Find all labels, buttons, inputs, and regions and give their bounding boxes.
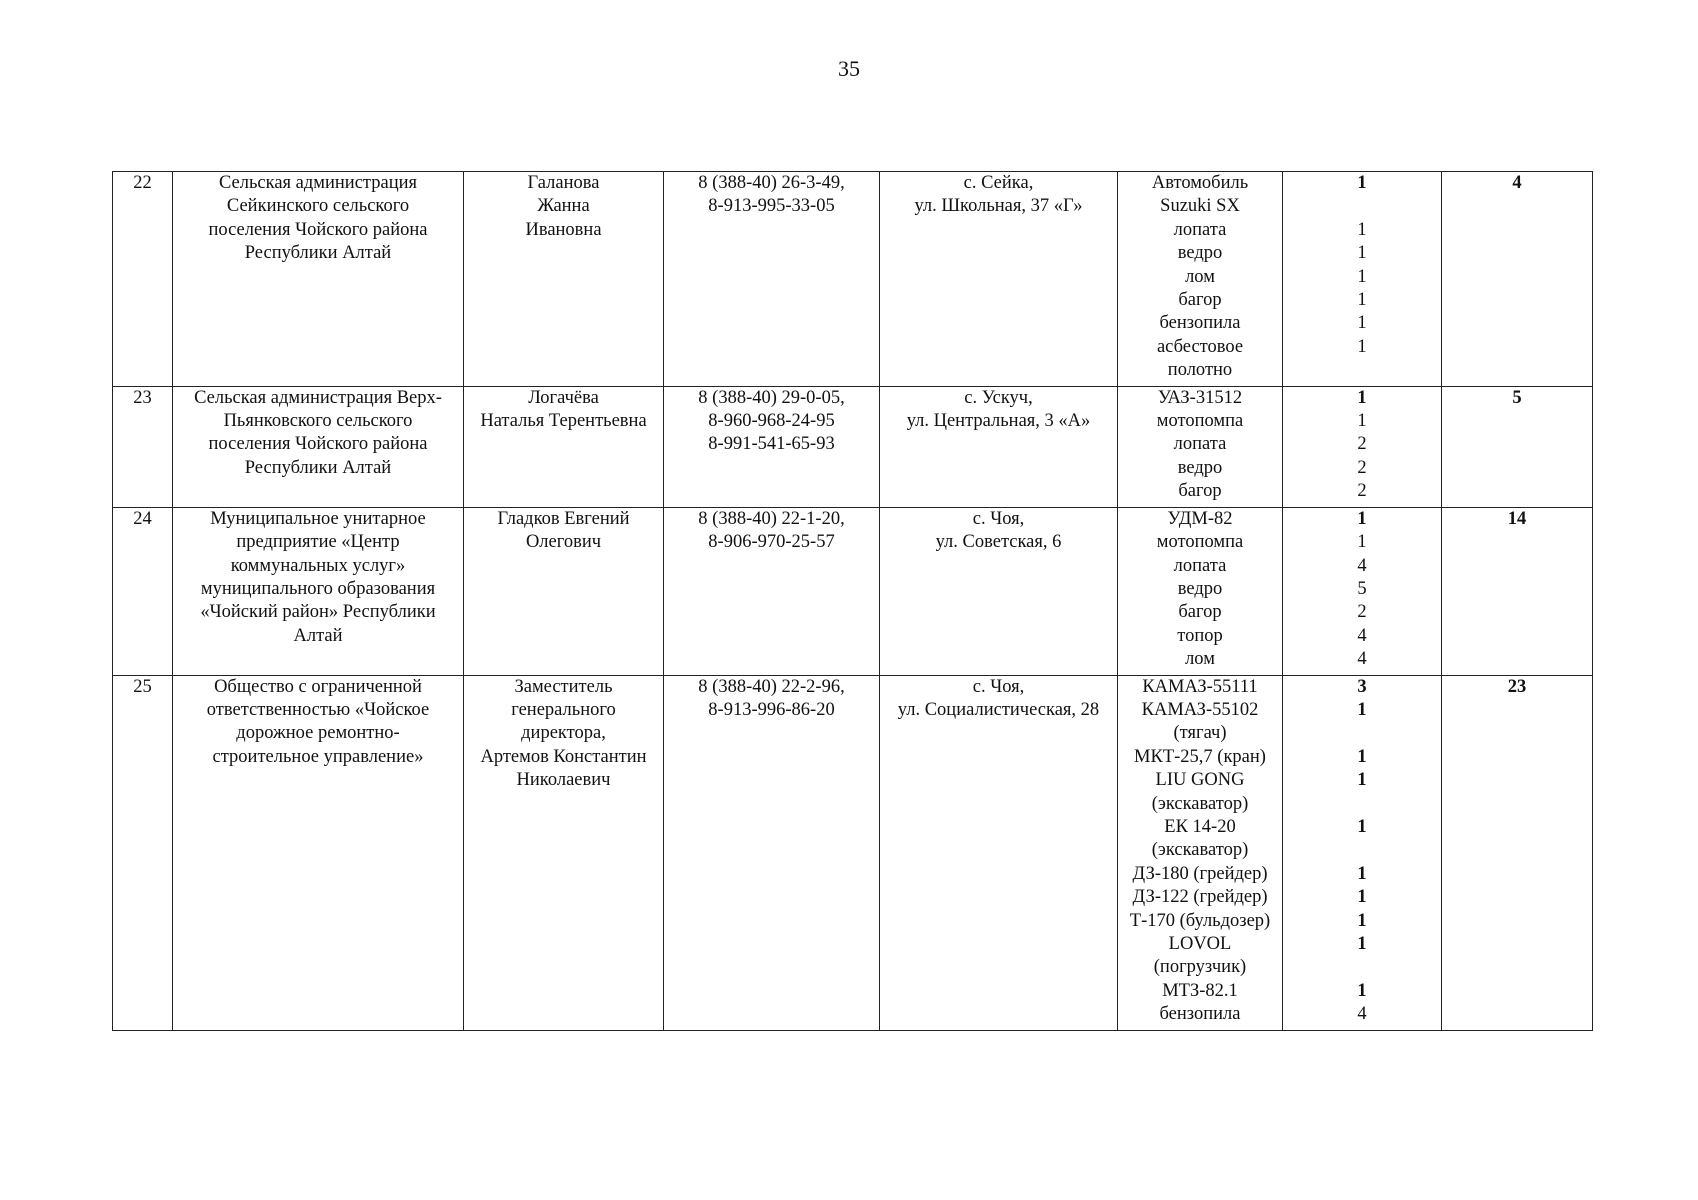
contact-person-cell: [464, 386, 664, 507]
equipment-name: УАЗ-31512: [1157, 387, 1243, 408]
equipment-name: (погрузчик): [1153, 957, 1247, 978]
equipment-name: багор: [1178, 481, 1222, 502]
quantity-spacer: [1287, 722, 1437, 745]
address-cell: [880, 675, 1118, 1030]
organization-line: предприятие «Центр: [236, 532, 400, 553]
contact-person-line: Галанова: [527, 173, 600, 193]
quantity-cell: [1283, 675, 1442, 1030]
organization-line: дорожное ремонтно-: [236, 723, 400, 744]
equipment-name: ДЗ-180 (грейдер): [1132, 863, 1268, 884]
equipment-name: ЕК 14-20: [1164, 816, 1236, 837]
table-row: [113, 675, 1593, 1030]
organization-line: Республики Алтай: [244, 457, 392, 478]
equipment-quantity: 1: [1357, 746, 1367, 767]
equipment-quantity: 1: [1357, 173, 1367, 193]
equipment-name: (экскаватор): [1151, 840, 1249, 861]
equipment-name: бензопила: [1159, 313, 1241, 334]
equipment-name: лом: [1185, 649, 1215, 670]
equipment-quantity: 1: [1357, 887, 1367, 908]
organization-line: Сельская администрация Верх-: [194, 387, 442, 408]
equipment-quantity: 1: [1357, 411, 1367, 432]
phone-line: 8 (388-40) 22-2-96,: [698, 676, 845, 697]
contact-person-cell: [464, 675, 664, 1030]
equipment-name: бензопила: [1159, 1004, 1241, 1025]
table-row: [113, 172, 1593, 387]
table-body: [113, 172, 1593, 1031]
contact-person-line: Артемов Константин: [480, 746, 647, 767]
phones-cell: [664, 172, 880, 387]
total-cell: [1442, 386, 1593, 507]
equipment-quantity: 4: [1357, 625, 1367, 646]
address-line: с. Сейка,: [963, 173, 1034, 193]
equipment-name: багор: [1178, 290, 1222, 311]
equipment-name: мотопомпа: [1156, 411, 1244, 432]
equipment-name: полотно: [1167, 360, 1233, 381]
table-row: [113, 386, 1593, 507]
equipment-name: LIU GONG: [1155, 770, 1245, 791]
equipment-name: лопата: [1173, 434, 1227, 455]
row-number-cell: [113, 507, 173, 675]
organization-line: Республики Алтай: [244, 243, 392, 264]
equipment-name: топор: [1177, 625, 1223, 646]
equipment-cell: [1118, 386, 1283, 507]
equipment-quantity: 4: [1357, 1004, 1367, 1025]
equipment-name: УДМ-82: [1167, 508, 1233, 529]
equipment-name: лопата: [1173, 555, 1227, 576]
organization-line: Алтай: [293, 625, 343, 646]
equipment-quantity: 1: [1357, 934, 1367, 954]
phones-cell: [664, 507, 880, 675]
total-value: 14: [1507, 508, 1527, 529]
contact-person-line: Заместитель: [514, 676, 613, 697]
phone-line: 8-913-996-86-20: [708, 699, 835, 720]
row-number-cell: [113, 675, 173, 1030]
address-line: с. Ускуч,: [964, 387, 1033, 408]
equipment-quantity: 1: [1357, 313, 1367, 334]
total-cell: [1442, 675, 1593, 1030]
equipment-quantity: 1: [1357, 266, 1367, 287]
phone-line: 8-960-968-24-95: [708, 411, 835, 432]
organization-line: Сейкинского сельского: [226, 196, 410, 217]
equipment-name: LOVOL: [1168, 934, 1232, 954]
organization-line: Пьянковского сельского: [223, 411, 413, 432]
address-line: ул. Центральная, 3 «А»: [906, 411, 1091, 432]
phone-line: 8-991-541-65-93: [708, 434, 835, 455]
equipment-name: (экскаватор): [1151, 793, 1249, 814]
phone-line: 8-913-995-33-05: [708, 196, 835, 217]
equipment-quantity: 1: [1357, 816, 1367, 837]
equipment-name: МКТ-25,7 (кран): [1134, 746, 1266, 767]
equipment-quantity: 1: [1357, 290, 1367, 311]
organization-line: Сельская администрация: [218, 173, 418, 193]
equipment-name: лопата: [1173, 219, 1227, 240]
quantity-spacer: [1287, 839, 1437, 862]
equipment-quantity: 1: [1357, 863, 1367, 884]
address-line: ул. Советская, 6: [935, 532, 1062, 553]
contact-person-line: Олегович: [525, 532, 602, 553]
address-cell: [880, 172, 1118, 387]
contact-person-line: Гладков Евгений: [497, 508, 630, 529]
organization-line: муниципального образования: [200, 578, 436, 599]
address-line: с. Чоя,: [972, 508, 1025, 529]
equipment-cell: [1118, 675, 1283, 1030]
equipment-quantity: 4: [1357, 649, 1367, 670]
equipment-name: мотопомпа: [1156, 532, 1244, 553]
equipment-quantity: 4: [1357, 555, 1367, 576]
equipment-quantity: 3: [1357, 676, 1367, 697]
equipment-quantity: 1: [1357, 910, 1367, 931]
equipment-name: КАМАЗ-55102: [1141, 699, 1259, 720]
row-number-cell: [113, 386, 173, 507]
equipment-name: ведро: [1177, 243, 1223, 264]
equipment-quantity: 1: [1357, 980, 1367, 1001]
address-line: ул. Школьная, 37 «Г»: [914, 196, 1083, 217]
phone-line: 8 (388-40) 22-1-20,: [698, 508, 845, 529]
quantity-cell: [1283, 172, 1442, 387]
equipment-name: ДЗ-122 (грейдер): [1132, 887, 1268, 908]
organization-line: поселения Чойского района: [208, 219, 428, 240]
equipment-quantity: 1: [1357, 699, 1367, 720]
contact-person-line: генерального: [511, 699, 616, 720]
organization-line: Муниципальное унитарное: [210, 508, 426, 529]
equipment-quantity: 2: [1357, 602, 1367, 623]
quantity-spacer: [1287, 793, 1437, 816]
equipment-name: асбестовое: [1156, 336, 1244, 357]
organization-cell: [173, 172, 464, 387]
equipment-cell: [1118, 507, 1283, 675]
equipment-name: Т-170 (бульдозер): [1129, 910, 1271, 931]
organization-cell: [173, 507, 464, 675]
phone-line: 8 (388-40) 26-3-49,: [698, 173, 845, 193]
equipment-cell: [1118, 172, 1283, 387]
contact-person-cell: [464, 507, 664, 675]
organization-cell: [173, 675, 464, 1030]
contact-person-line: Жанна: [537, 196, 590, 217]
address-cell: [880, 386, 1118, 507]
phone-line: 8 (388-40) 29-0-05,: [698, 387, 845, 408]
quantity-spacer: [1287, 195, 1437, 218]
address-line: с. Чоя,: [972, 676, 1025, 697]
total-value: 4: [1512, 173, 1522, 193]
equipment-registry-table: [112, 171, 1593, 1031]
total-value: 23: [1507, 676, 1527, 697]
equipment-quantity: 1: [1357, 243, 1367, 264]
total-cell: [1442, 507, 1593, 675]
organization-line: строительное управление»: [212, 746, 424, 767]
quantity-cell: [1283, 386, 1442, 507]
contact-person-line: Наталья Терентьевна: [480, 411, 647, 432]
quantity-spacer: [1287, 956, 1437, 979]
equipment-name: ведро: [1177, 457, 1223, 478]
total-cell: [1442, 172, 1593, 387]
equipment-quantity: 1: [1357, 336, 1367, 357]
equipment-quantity: 1: [1357, 532, 1367, 553]
organization-line: Общество с ограниченной: [214, 676, 422, 697]
equipment-name: лом: [1185, 266, 1215, 287]
page-number: 35: [838, 56, 860, 81]
phones-cell: [664, 675, 880, 1030]
equipment-quantity: 2: [1357, 481, 1367, 502]
equipment-quantity: 2: [1357, 457, 1367, 478]
equipment-name: ведро: [1177, 578, 1223, 599]
row-number-cell: [113, 172, 173, 387]
row-number: 25: [133, 676, 152, 697]
equipment-quantity: 1: [1357, 219, 1367, 240]
row-number: 23: [133, 387, 152, 408]
equipment-quantity: 2: [1357, 434, 1367, 455]
contact-person-line: Николаевич: [516, 770, 611, 791]
phone-line: 8-906-970-25-57: [708, 532, 835, 553]
organization-line: коммунальных услуг»: [230, 555, 406, 576]
row-number: 22: [133, 173, 152, 193]
contact-person-line: директора,: [521, 723, 606, 744]
organization-line: поселения Чойского района: [208, 434, 428, 455]
equipment-quantity: 1: [1357, 770, 1367, 791]
address-cell: [880, 507, 1118, 675]
row-number: 24: [133, 508, 152, 529]
equipment-name: багор: [1178, 602, 1222, 623]
equipment-name: Автомобиль: [1151, 173, 1249, 193]
equipment-quantity: 5: [1357, 578, 1367, 599]
contact-person-line: Ивановна: [525, 219, 602, 240]
total-value: 5: [1512, 387, 1522, 408]
equipment-name: Suzuki SX: [1160, 196, 1240, 217]
quantity-spacer: [1287, 359, 1437, 382]
equipment-quantity: 1: [1357, 387, 1367, 408]
contact-person-line: Логачёва: [528, 387, 599, 408]
address-line: ул. Социалистическая, 28: [897, 699, 1100, 720]
equipment-name: КАМАЗ-55111: [1142, 676, 1258, 697]
organization-cell: [173, 386, 464, 507]
table-row: [113, 507, 1593, 675]
phones-cell: [664, 386, 880, 507]
equipment-name: МТЗ-82.1: [1162, 980, 1238, 1001]
equipment-quantity: 1: [1357, 508, 1367, 529]
quantity-cell: [1283, 507, 1442, 675]
equipment-name: (тягач): [1173, 723, 1227, 744]
organization-line: ответственностью «Чойское: [206, 699, 430, 720]
contact-person-cell: [464, 172, 664, 387]
organization-line: «Чойский район» Республики: [200, 602, 436, 623]
